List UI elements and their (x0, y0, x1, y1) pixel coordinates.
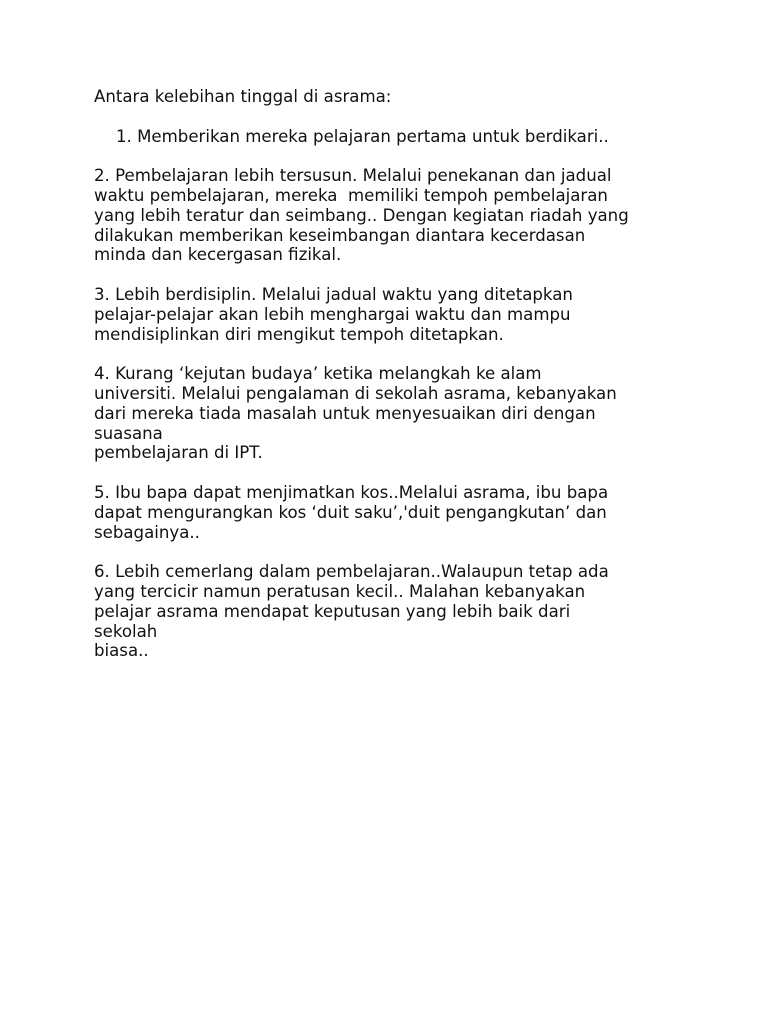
paragraph-4-line: 4. Kurang ‘kejutan budaya’ ketika melangkah ke alam (94, 364, 542, 384)
paragraph-5-line: 5. Ibu bapa dapat menjimatkan kos..Melalui asrama, ibu bapa (94, 482, 609, 502)
paragraph-6-line: yang tercicir namun peratusan kecil.. Malahan kebanyakan (94, 581, 586, 601)
paragraph-3-line: mendisiplinkan diri mengikut tempoh ditetapkan. (94, 324, 504, 344)
paragraph-2-line: waktu pembelajaran, mereka memiliki tempoh pembelajaran (94, 185, 608, 205)
list-item-1 (94, 127, 694, 147)
paragraph-2-line: minda dan kecergasan fizikal. (94, 245, 342, 265)
paragraph-2-line: yang lebih teratur dan seimbang.. Dengan kegiatan riadah yang (94, 205, 629, 225)
paragraph-6-line: biasa.. (94, 641, 149, 661)
paragraph-5-line: dapat mengurangkan kos ‘duit saku’,'duit pengangkutan’ dan (94, 502, 607, 522)
paragraph-4 (94, 364, 694, 463)
paragraph-4-line: universiti. Melalui pengalaman di sekolah asrama, kebanyakan (94, 383, 617, 403)
paragraph-2-line: dilakukan memberikan keseimbangan diantara kecerdasan (94, 225, 586, 245)
paragraph-6 (94, 562, 694, 661)
paragraph-4-line: pembelajaran di IPT. (94, 443, 263, 463)
paragraph-4-line: suasana (94, 423, 163, 443)
document-body (94, 87, 694, 681)
paragraph-2-line: 2. Pembelajaran lebih tersusun. Melalui penekanan dan jadual (94, 166, 612, 186)
list-item-1-text: 1. Memberikan mereka pelajaran pertama untuk berdikari.. (116, 126, 609, 146)
intro-paragraph (94, 87, 694, 107)
paragraph-6-line: 6. Lebih cemerlang dalam pembelajaran..Walaupun tetap ada (94, 562, 609, 582)
paragraph-6-line: pelajar asrama mendapat keputusan yang lebih baik dari (94, 601, 571, 621)
paragraph-3-line: pelajar-pelajar akan lebih menghargai waktu dan mampu (94, 304, 571, 324)
paragraph-3-line: 3. Lebih berdisiplin. Melalui jadual waktu yang ditetapkan (94, 284, 573, 304)
paragraph-4-line: dari mereka tiada masalah untuk menyesuaikan diri dengan (94, 403, 596, 423)
paragraph-6-line: sekolah (94, 621, 158, 641)
paragraph-3 (94, 285, 694, 344)
intro-line: Antara kelebihan tinggal di asrama: (94, 87, 392, 106)
paragraph-5 (94, 483, 694, 542)
paragraph-5-line: sebagainya.. (94, 522, 200, 542)
paragraph-2 (94, 166, 694, 265)
